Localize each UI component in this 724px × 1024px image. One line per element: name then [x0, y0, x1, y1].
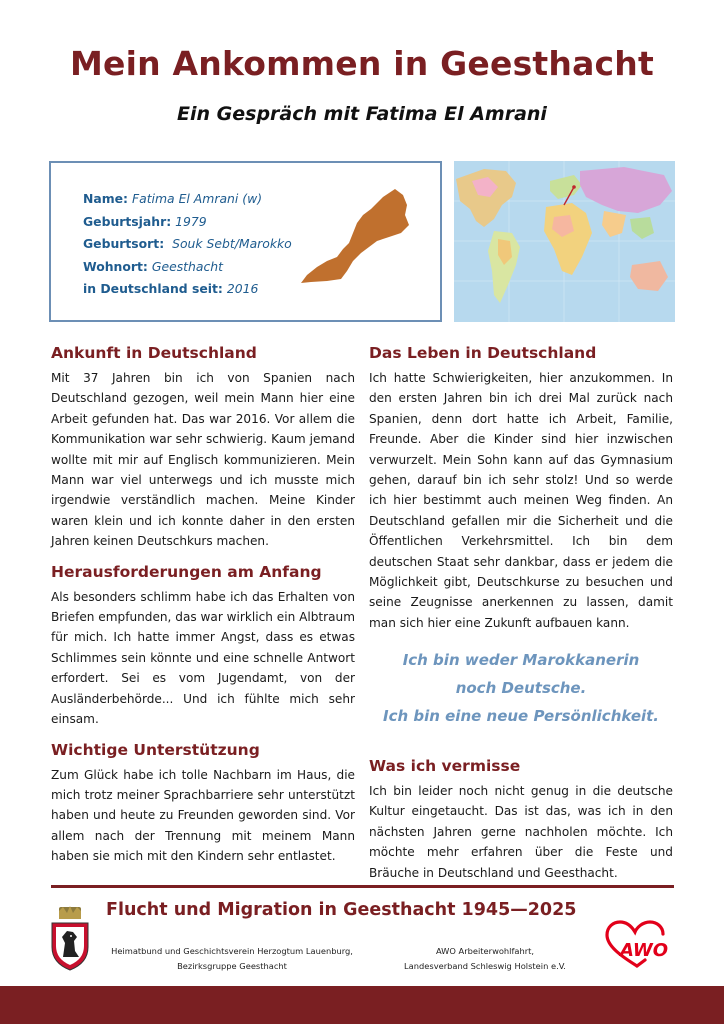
quote-line-2: noch Deutsche. [455, 679, 587, 697]
profile-birthplace-label: Geburtsort: [83, 236, 165, 252]
footer-divider [51, 885, 674, 888]
profile-birthyear-value: 1979 [175, 213, 207, 229]
footer-right-line-1: AWO Arbeiterwohlfahrt, [435, 946, 535, 956]
section-heading-arrival: Ankunft in Deutschland [51, 344, 257, 362]
awo-logo-icon [601, 920, 677, 972]
profile-name-value: Fatima El Amrani (w) [131, 191, 263, 206]
profile-birthyear-label: Geburtsjahr: [83, 213, 172, 229]
world-map-icon [454, 161, 675, 322]
profile-since-label: in Deutschland seit: [83, 281, 223, 297]
profile-name-label: Name: [83, 191, 129, 206]
profile-birthplace-row [83, 233, 292, 256]
profile-details [83, 188, 292, 301]
footer-title: Flucht und Migration in Geesthacht 1945—2025 [106, 900, 577, 920]
right-column [369, 344, 673, 633]
profile-birthyear-row [83, 211, 292, 234]
section-text-challenges: Als besonders schlimm habe ich das Erhalten von Briefen empfunden, das war wirklich ein Albtraum für mich. Ich hatte immer Angst, dass es etwas Schlimmes sein könnte und eine schnelle Antwort erfordert. Sei es vom Jugendamt, von der Ausländerbehörde... Und ich fühlte mich sehr einsam. [51, 589, 355, 727]
section-text-support: Zum Glück habe ich tolle Nachbarn im Haus, die mich trotz meiner Sprachbarriere sehr unterstützt haben und heute zu Freunden geworden sind. Vor allem nach der Trennung mit meinem Mann haben sie mich mit den Kindern sehr entlastet. [51, 767, 355, 864]
profile-since-row [83, 278, 292, 301]
footer-organisation-left [107, 944, 357, 974]
pull-quote [369, 646, 673, 730]
quote-line-3: Ich bin eine neue Persönlichkeit. [382, 707, 660, 725]
bottom-band [0, 986, 724, 1024]
section-heading-challenges: Herausforderungen am Anfang [51, 562, 322, 581]
profile-box [49, 161, 442, 322]
section-heading-miss: Was ich vermisse [369, 757, 521, 775]
footer-organisation-right [390, 944, 580, 974]
coat-of-arms-icon [49, 905, 91, 971]
right-column-bottom [369, 757, 673, 883]
profile-name-row [83, 188, 292, 211]
section-heading-support: Wichtige Unterstützung [51, 740, 260, 759]
section-heading-life: Das Leben in Deutschland [369, 344, 597, 362]
profile-residence-row [83, 256, 292, 279]
page-title: Mein Ankommen in Geesthacht [70, 44, 654, 83]
awo-logo-text: AWO [619, 940, 669, 961]
left-column [51, 344, 355, 867]
page-subtitle: Ein Gespräch mit Fatima El Amrani [177, 103, 547, 125]
profile-birthplace-value: Souk Sebt/Marokko [172, 236, 292, 252]
morocco-map-icon [297, 185, 415, 285]
footer-left-line-1: Heimatbund und Geschichtsverein Herzogtum Lauenburg, [111, 946, 353, 956]
profile-residence-value: Geesthacht [151, 258, 223, 274]
section-text-arrival: Mit 37 Jahren bin ich von Spanien nach Deutschland gezogen, weil mein Mann hier eine Arbeit gefunden hat. Das war 2016. Vor allem die Kommunikation war sehr schwierig. Kaum jemand wollte mit mir auf Englisch kommunizieren. Mein Mann war viel unterwegs und ich musste mich irgendwie verständlich machen. Meine Kinder waren klein und ich konnte daher in den ersten Jahren keinen Deutschkurs machen. [51, 371, 355, 549]
section-text-miss: Ich bin leider noch nicht genug in die deutsche Kultur eingetaucht. Das ist das, was ich in den nächsten Jahren gerne nachholen möchte. Ich möchte mehr erfahren über die Feste und Bräuche in Deutschland und Geesthacht. [369, 784, 673, 880]
world-map-image [454, 161, 675, 322]
section-text-life: Ich hatte Schwierigkeiten, hier anzukommen. In den ersten Jahren bin ich drei Mal zurück nach Spanien, denn dort hatte ich Arbeit, Familie, Freunde. Aber die Kinder sind hier inzwischen verwurzelt. Mein Sohn kann auf das Gymnasium gehen, darauf bin ich sehr stolz! Und so werde ich hier bestimmt auch meinen Weg finden. An Deutschland gefallen mir die Sicherheit und die Öffentlichen Verkehrsmittel. Ich bin dem deutschen Staat sehr dankbar, dass er jedem die Möglichkeit gibt, Deutschkurse zu besuchen und seine Zeugnisse anerkennen zu lassen, damit man sich hier eine Zukunft aufbauen kann. [369, 371, 673, 630]
footer-right-line-2: Landesverband Schleswig Holstein e.V. [404, 961, 566, 971]
profile-since-value: 2016 [226, 281, 259, 297]
footer-left-line-2: Bezirksgruppe Geesthacht [177, 961, 287, 971]
quote-line-1: Ich bin weder Marokkanerin [402, 651, 640, 669]
profile-residence-label: Wohnort: [83, 258, 148, 274]
